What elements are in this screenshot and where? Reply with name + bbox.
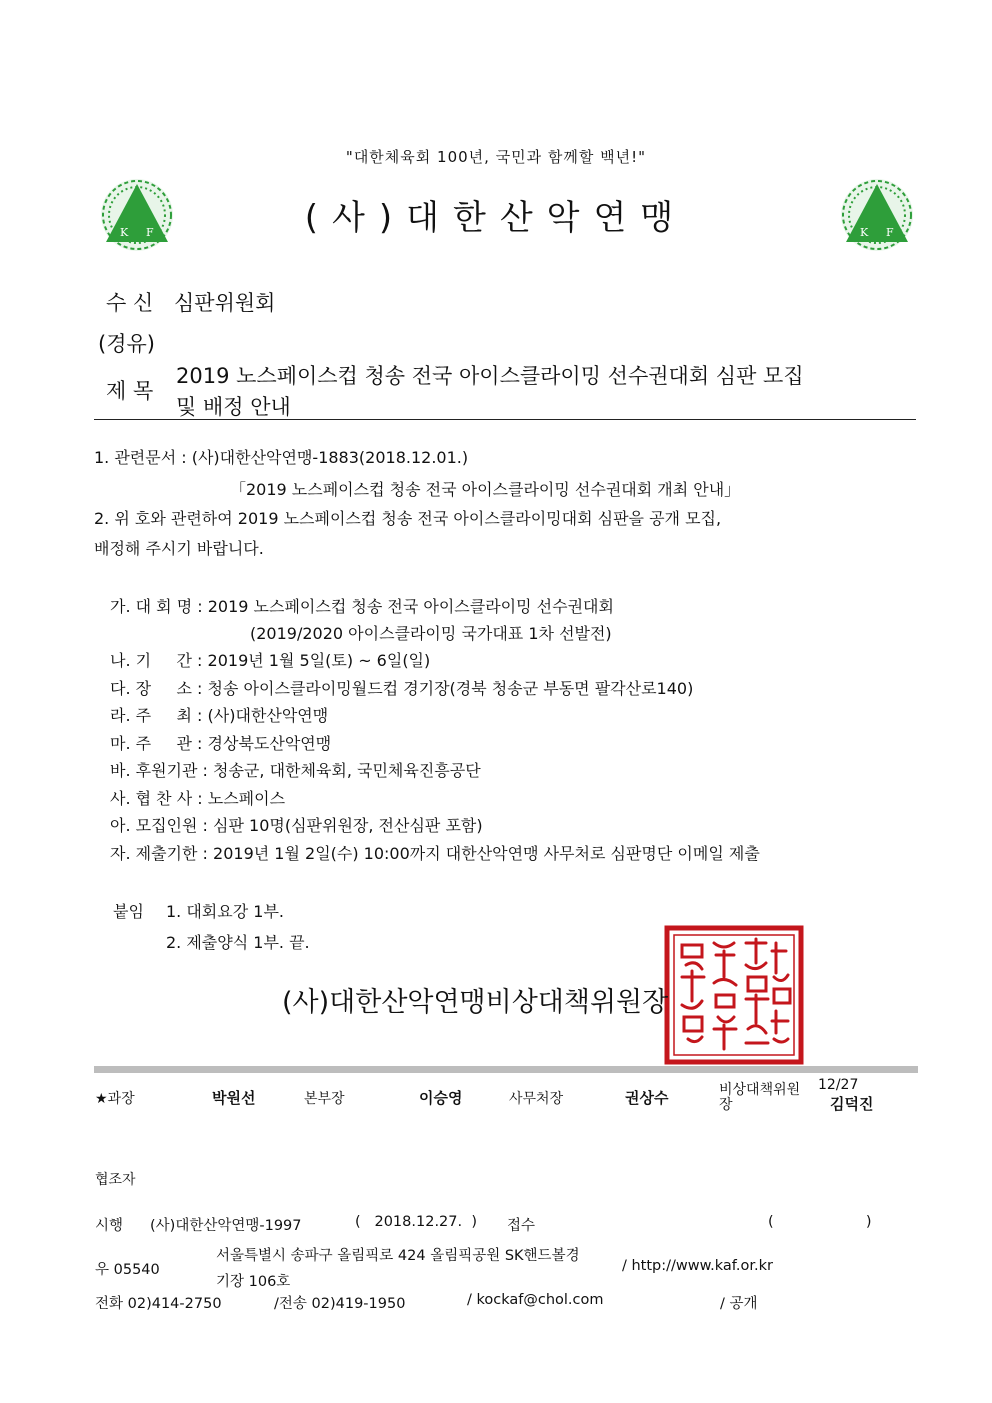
subject-line1: 2019 노스페이스컵 청송 전국 아이스클라이밍 선수권대회 심판 모집 xyxy=(176,364,804,388)
detail-item-event: 가. 대 회 명 : 2019 노스페이스컵 청송 전국 아이스클라이밍 선수권대회 xyxy=(110,597,614,616)
sender-name: (사)대한산악연맹비상대책위원장 xyxy=(282,987,669,1018)
approver-2-name: 이승영 xyxy=(419,1089,463,1107)
detail-item-organizer: 마. 주 관 : 경상북도산악연맹 xyxy=(110,734,332,753)
address-line2: 기장 106호 xyxy=(216,1274,291,1290)
subject-label: 제 목 xyxy=(106,379,154,403)
detail-item-sponsors: 바. 후원기관 : 청송군, 대한체육회, 국민체육진흥공단 xyxy=(110,761,481,780)
approver-4-date: 12/27 xyxy=(818,1077,859,1093)
exec-label: 시행 xyxy=(95,1218,124,1234)
zip-code: 우 05540 xyxy=(95,1262,160,1278)
detail-item-period: 나. 기 간 : 2019년 1월 5일(토) ~ 6일(일) xyxy=(110,651,431,670)
approver-2-title: 본부장 xyxy=(304,1091,345,1107)
org-title: (사)대한산악연맹 xyxy=(304,198,688,238)
approver-4-title: 비상대책위원 xyxy=(719,1082,801,1098)
approver-3-name: 권상수 xyxy=(625,1089,669,1107)
approver-1-name: 박원선 xyxy=(212,1089,256,1107)
detail-item-supporter: 사. 협 찬 사 : 노스페이스 xyxy=(110,789,286,808)
approver-3-title: 사무처장 xyxy=(509,1091,564,1107)
subject-line2: 및 배정 안내 xyxy=(176,395,291,419)
attachment-1: 1. 대회요강 1부. xyxy=(166,902,284,921)
disclosure-status: / 공개 xyxy=(720,1296,758,1312)
exec-date: ( 2018.12.27. ) xyxy=(355,1214,477,1230)
detail-item-host: 라. 주 최 : (사)대한산악연맹 xyxy=(110,706,329,725)
slogan: "대한체육회 100년, 국민과 함께할 백년!" xyxy=(345,148,647,166)
phone-number: 전화 02)414-2750 xyxy=(95,1296,222,1312)
ref-doc-title: 「2019 노스페이스컵 청송 전국 아이스클라이밍 선수권대회 개최 안내」 xyxy=(230,480,741,499)
detail-item-recruitment: 아. 모집인원 : 심판 10명(심판위원장, 전산심판 포함) xyxy=(110,816,483,835)
logo-letter-f: F xyxy=(886,226,894,239)
logo-letter-k: K xyxy=(120,226,129,239)
recipient-label: 수 신 xyxy=(106,291,154,315)
body-paragraph-line2: 배정해 주시기 바랍니다. xyxy=(94,539,264,558)
website-link[interactable]: / http://www.kaf.or.kr xyxy=(622,1258,773,1274)
detail-item-deadline: 자. 제출기한 : 2019년 1월 2일(수) 10:00까지 대한산악연맹 사무처로 심판명단 이메일 제출 xyxy=(110,844,760,863)
subject-divider xyxy=(94,419,916,420)
body-paragraph-line1: 2. 위 호와 관련하여 2019 노스페이스컵 청송 전국 아이스클라이밍대회 심판을 공개 모집, xyxy=(94,509,722,528)
approver-4-name: 김덕진 xyxy=(830,1095,874,1113)
via-label: (경유) xyxy=(98,332,155,356)
logo-letter-k: K xyxy=(860,226,869,239)
ref-doc: 1. 관련문서 : (사)대한산악연맹-1883(2018.12.01.) xyxy=(94,448,469,467)
approver-4-title-cont: 장 xyxy=(719,1097,733,1113)
attachment-label: 붙임 xyxy=(113,902,144,921)
kaf-logo-right-icon xyxy=(838,176,916,254)
cooperator-label: 협조자 xyxy=(95,1172,136,1188)
receipt-label: 접수 xyxy=(507,1218,536,1234)
approval-divider xyxy=(94,1066,918,1073)
email-link[interactable]: / kockaf@chol.com xyxy=(467,1292,604,1308)
official-seal-icon xyxy=(664,925,804,1065)
exec-doc-number: (사)대한산악연맹-1997 xyxy=(150,1218,302,1234)
address-line1: 서울특별시 송파구 올림픽로 424 올림픽공원 SK핸드볼경 xyxy=(216,1248,580,1264)
attachment-2: 2. 제출양식 1부. 끝. xyxy=(166,933,310,952)
fax-number: /전송 02)419-1950 xyxy=(274,1296,406,1312)
logo-letter-f: F xyxy=(146,226,154,239)
detail-item-venue: 다. 장 소 : 청송 아이스클라이밍월드컵 경기장(경북 청송군 부동면 팔각산로140) xyxy=(110,679,694,698)
recipient-value: 심판위원회 xyxy=(174,291,276,315)
approver-1-title: ★과장 xyxy=(95,1091,135,1107)
detail-item-event-sub: (2019/2020 아이스클라이밍 국가대표 1차 선발전) xyxy=(250,624,612,643)
receipt-value: ( ) xyxy=(768,1214,872,1230)
